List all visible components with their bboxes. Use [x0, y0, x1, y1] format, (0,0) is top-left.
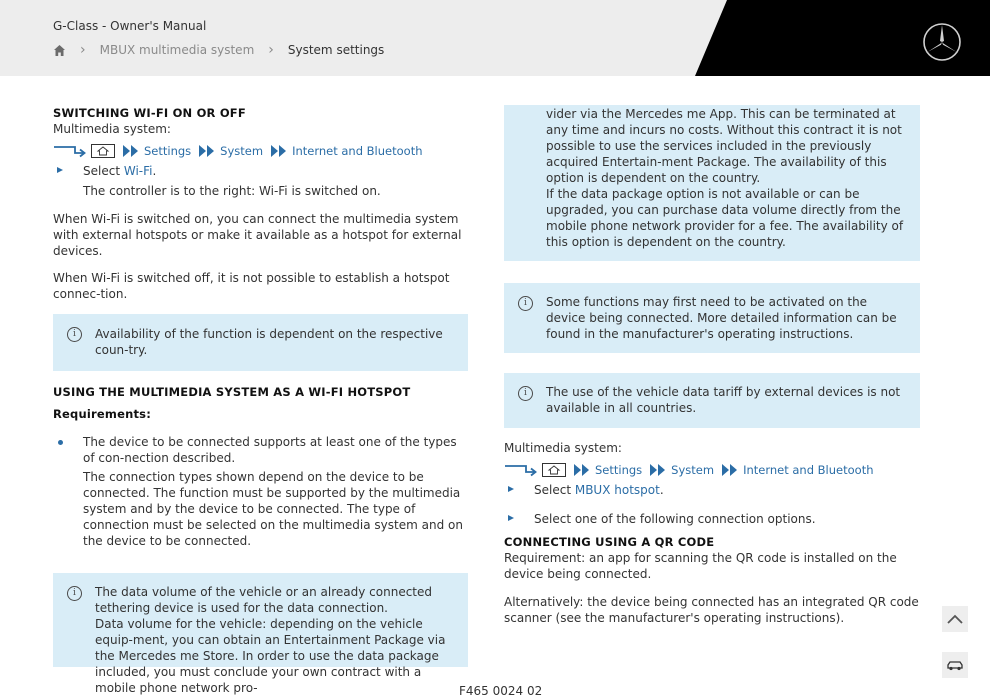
- chevron-right-icon: ›: [80, 42, 86, 58]
- path-internet-bluetooth[interactable]: Internet and Bluetooth: [292, 144, 423, 158]
- home-icon: [91, 144, 115, 158]
- section-heading: SWITCHING WI-FI ON OR OFF: [53, 106, 246, 120]
- double-chevron-icon: [722, 464, 738, 476]
- bullet-dot: [58, 440, 63, 445]
- step-result: The controller is to the right: Wi-Fi is switched on.: [83, 184, 381, 198]
- home-icon: [542, 463, 566, 477]
- section-heading: USING THE MULTIMEDIA SYSTEM AS A WI-FI HOTSPOT: [53, 385, 411, 399]
- mbux-hotspot-link[interactable]: MBUX hotspot: [574, 483, 660, 497]
- step-select-connection: Select one of the following connection options.: [504, 511, 920, 527]
- menu-path: [504, 460, 920, 480]
- double-chevron-icon: [574, 464, 590, 476]
- step-arrow-icon: [508, 486, 514, 492]
- info-icon: i: [518, 386, 533, 401]
- left-column: [53, 105, 468, 695]
- wifi-link[interactable]: Wi-Fi: [123, 164, 153, 178]
- navigation-arrow-icon: [53, 143, 87, 159]
- mercedes-star-icon[interactable]: [922, 22, 962, 62]
- requirement-item: The device to be connected supports at least one of the types of con-nection described.: [53, 434, 468, 466]
- requirements-label: Requirements:: [53, 407, 151, 421]
- menu-path: [53, 141, 468, 161]
- breadcrumb-item-current: System settings: [287, 43, 385, 57]
- double-chevron-icon: [199, 145, 215, 157]
- info-note-data-volume-cont: vider via the Mercedes me App. This can be terminated at any time and incurs no costs. Without this contract it is not possible to use the services included in the previously acquired Entertain-ment Package. The availability of this option is dependent on the country. If the data package option is not available or can be upgraded, you can purchase data volume directly from the mobile phone network provider for a fee. The availability of this option is dependent on the country.: [504, 105, 920, 261]
- path-internet-bluetooth[interactable]: Internet and Bluetooth: [743, 463, 874, 477]
- path-system[interactable]: System: [220, 144, 264, 158]
- step-select-hotspot: Select MBUX hotspot.: [504, 482, 920, 498]
- info-icon: i: [67, 327, 82, 342]
- paragraph-wifi-off: When Wi-Fi is switched off, it is not possible to establish a hotspot connec-tion.: [53, 271, 450, 301]
- info-icon: i: [67, 586, 82, 601]
- document-code: F465 0024 02: [459, 684, 543, 698]
- right-column: [504, 105, 920, 626]
- multimedia-label: Multimedia system:: [504, 441, 622, 455]
- info-note: i Availability of the function is dependent on the respective coun-try.: [53, 314, 468, 371]
- step-select-wifi: Select Wi-Fi.: [53, 163, 468, 179]
- breadcrumb: [53, 41, 384, 59]
- requirement-detail: The connection types shown depend on the device to be connected. The function must be supported by the multimedia system and by the device to be connected. The type of connection must be selected on the multimedia system and on the device to be connected.: [83, 470, 463, 548]
- chevron-right-icon: ›: [268, 42, 274, 58]
- multimedia-label: Multimedia system:: [53, 122, 171, 136]
- path-settings[interactable]: Settings: [144, 144, 192, 158]
- path-settings[interactable]: Settings: [595, 463, 643, 477]
- path-system[interactable]: System: [671, 463, 715, 477]
- double-chevron-icon: [271, 145, 287, 157]
- navigation-arrow-icon: [504, 462, 538, 478]
- breadcrumb-item-multimedia[interactable]: MBUX multimedia system: [99, 43, 255, 57]
- double-chevron-icon: [123, 145, 139, 157]
- paragraph-alternative: Alternatively: the device being connected has an integrated QR code scanner (see the manufacturer's operating instructions).: [504, 595, 919, 625]
- section-heading: CONNECTING USING A QR CODE: [504, 535, 715, 549]
- info-icon: i: [518, 296, 533, 311]
- home-icon[interactable]: [53, 44, 66, 57]
- double-chevron-icon: [650, 464, 666, 476]
- paragraph-wifi-on: When Wi-Fi is switched on, you can connect the multimedia system with external hotspots or make it available as a hotspot for external devices.: [53, 212, 462, 258]
- paragraph-requirement: Requirement: an app for scanning the QR code is installed on the device being connected.: [504, 551, 897, 581]
- info-note-activation: i Some functions may first need to be activated on the device being connected. More detailed information can be found in the manufacturer's operating instructions.: [504, 283, 920, 353]
- info-note-tariff: i The use of the vehicle data tariff by external devices is not available in all countries.: [504, 373, 920, 428]
- step-arrow-icon: [508, 515, 514, 521]
- document-title: G-Class - Owner's Manual: [53, 19, 207, 33]
- vehicle-button[interactable]: [942, 652, 968, 678]
- brand-panel: [695, 0, 990, 76]
- step-arrow-icon: [57, 167, 63, 173]
- scroll-to-top-button[interactable]: [942, 606, 968, 632]
- header: [0, 0, 990, 76]
- info-note-data-volume: i The data volume of the vehicle or an already connected tethering device is used for the data connection. Data volume for the vehicle: depending on the vehicle equip-ment, you can obtain an Entertainment Package via the Mercedes me Store. In order to use the data package included, you must conclude your own contract with a mobile phone network pro-: [53, 573, 468, 667]
- arrow-up-icon: [947, 614, 963, 624]
- car-icon: [946, 659, 964, 671]
